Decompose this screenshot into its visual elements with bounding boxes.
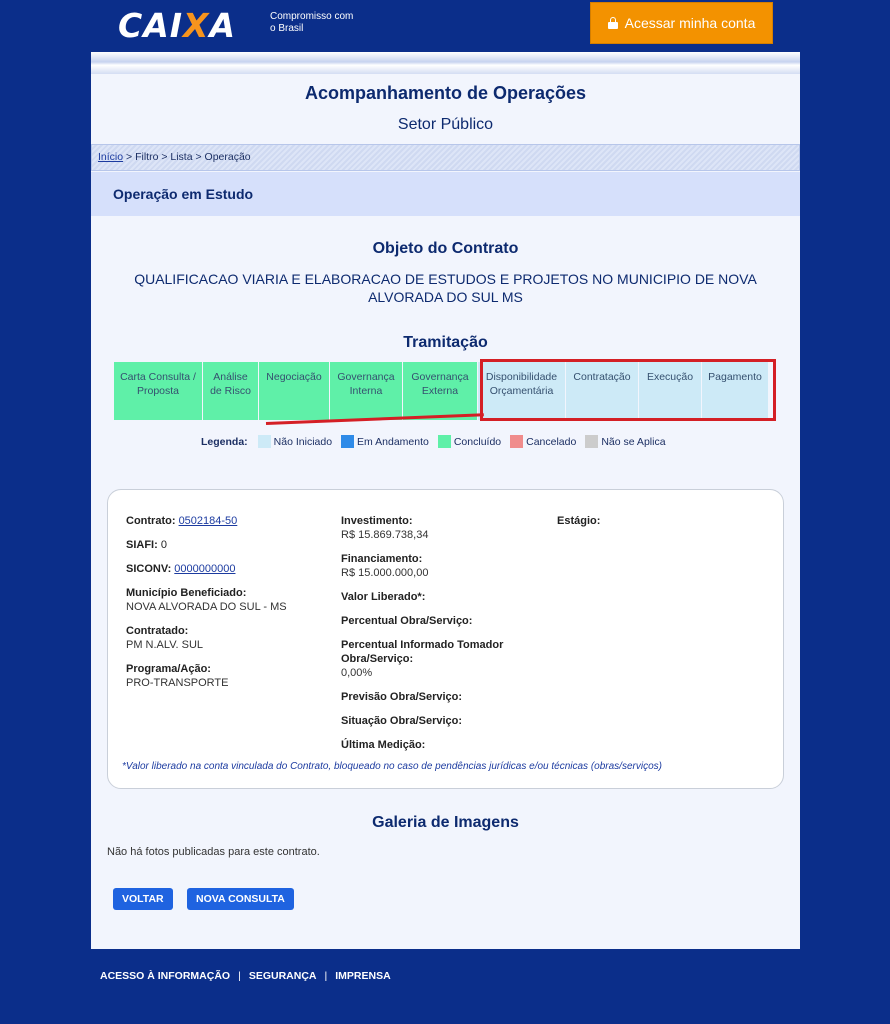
field-valor-liberado: Valor Liberado*: (341, 591, 426, 603)
field-investimento: Investimento: R$ 15.869.738,34 (341, 515, 429, 541)
tramitacao-title: Tramitação (403, 334, 488, 351)
step-governanca-externa[interactable]: Governança Externa (403, 362, 478, 420)
page-title: Acompanhamento de Operações (304, 83, 587, 103)
step-pagamento[interactable]: Pagamento (702, 362, 769, 420)
lock-icon (608, 17, 618, 29)
field-siconv: SICONV: 0000000000 (126, 563, 236, 575)
field-percentual-tomador: Percentual Informado Tomador Obra/Serviço: 0,00% (341, 639, 504, 679)
footer-links (100, 970, 391, 982)
gallery-empty-text: Não há fotos publicadas para este contrato. (107, 846, 320, 858)
step-execucao[interactable]: Execução (639, 362, 702, 420)
step-negociacao[interactable]: Negociação (259, 362, 330, 420)
legend-swatch-em-andamento (341, 435, 354, 448)
field-percentual: Percentual Obra/Serviço: (341, 615, 473, 627)
siconv-link[interactable]: 0000000000 (174, 563, 236, 575)
breadcrumb-home-link[interactable]: Início (98, 151, 124, 163)
breadcrumb (91, 144, 800, 171)
field-municipio: Município Beneficiado: NOVA ALVORADA DO SUL - MS (126, 587, 287, 613)
details-column-2 (341, 514, 551, 762)
tagline: Compromisso com o Brasil (270, 11, 354, 34)
legend-item: Cancelado (510, 435, 576, 448)
details-column-1 (126, 514, 336, 700)
footer-separator: | (238, 970, 241, 982)
login-button-label: Acessar minha conta (624, 15, 756, 31)
step-analise-risco[interactable]: Análise de Risco (203, 362, 259, 420)
step-disponibilidade-orcamentaria[interactable]: Disponibilidade Orçamentária (478, 362, 566, 420)
field-contrato: Contrato: 0502184-50 (126, 515, 238, 527)
step-carta-consulta[interactable]: Carta Consulta / Proposta (114, 362, 203, 420)
legend-item: Não se Aplica (585, 435, 665, 448)
footer-link-seguranca[interactable]: SEGURANÇA (248, 970, 317, 982)
footer-link-imprensa[interactable]: IMPRENSA (335, 970, 391, 982)
gallery-title: Galeria de Imagens (372, 814, 519, 831)
footer-separator: | (324, 970, 328, 982)
field-contratado: Contratado: PM N.ALV. SUL (126, 625, 204, 651)
legend-item: Em Andamento (341, 435, 429, 448)
page-subtitle: Setor Público (397, 116, 494, 133)
legend-item: Concluído (438, 435, 501, 448)
field-situacao: Situação Obra/Serviço: (341, 715, 463, 727)
objeto-text: QUALIFICACAO VIARIA E ELABORACAO DE ESTUDOS E PROJETOS NO MUNICIPIO DE NOVA ALVORADA DO SUL MS (134, 271, 757, 305)
objeto-title: Objeto do Contrato (372, 240, 519, 257)
field-estagio: Estágio: (557, 515, 601, 527)
panel-stripe (91, 52, 800, 74)
breadcrumb-path: > Filtro > Lista > Operação (123, 151, 251, 163)
footer-link-acesso-informacao[interactable]: ACESSO À INFORMAÇÃO (100, 970, 231, 982)
field-financiamento: Financiamento: R$ 15.000.000,00 (341, 553, 429, 579)
field-siafi: SIAFI: 0 (126, 539, 167, 551)
legend-item: Não Iniciado (258, 435, 332, 448)
caixa-logo[interactable]: CAIXA (118, 6, 237, 45)
login-button[interactable] (590, 2, 773, 44)
footnote: *Valor liberado na conta vinculada do Contrato, bloqueado no caso de pendências jurídicas e/ou técnicas (obras/serviços) (122, 761, 662, 772)
legend-swatch-nao-iniciado (258, 435, 271, 448)
field-previsao: Previsão Obra/Serviço: (341, 691, 463, 703)
field-ultima-medicao: Última Medição: (341, 739, 426, 751)
contract-details-card (107, 489, 784, 789)
tramitacao-steps (114, 362, 769, 420)
step-contratacao[interactable]: Contratação (566, 362, 639, 420)
top-bar (0, 0, 890, 52)
legend-swatch-nao-se-aplica (585, 435, 598, 448)
field-programa: Programa/Ação: PRO-TRANSPORTE (126, 663, 229, 689)
contrato-link[interactable]: 0502184-50 (178, 515, 238, 527)
new-search-button[interactable]: NOVA CONSULTA (187, 888, 294, 910)
step-governanca-interna[interactable]: Governança Interna (330, 362, 403, 420)
back-button[interactable]: VOLTAR (113, 888, 173, 910)
legend (201, 435, 675, 448)
legend-label: Legenda: (201, 435, 248, 448)
details-column-3 (557, 514, 757, 538)
legend-swatch-concluido (438, 435, 451, 448)
legend-swatch-cancelado (510, 435, 523, 448)
main-panel (91, 52, 800, 949)
section-heading: Operação em Estudo (91, 172, 800, 216)
